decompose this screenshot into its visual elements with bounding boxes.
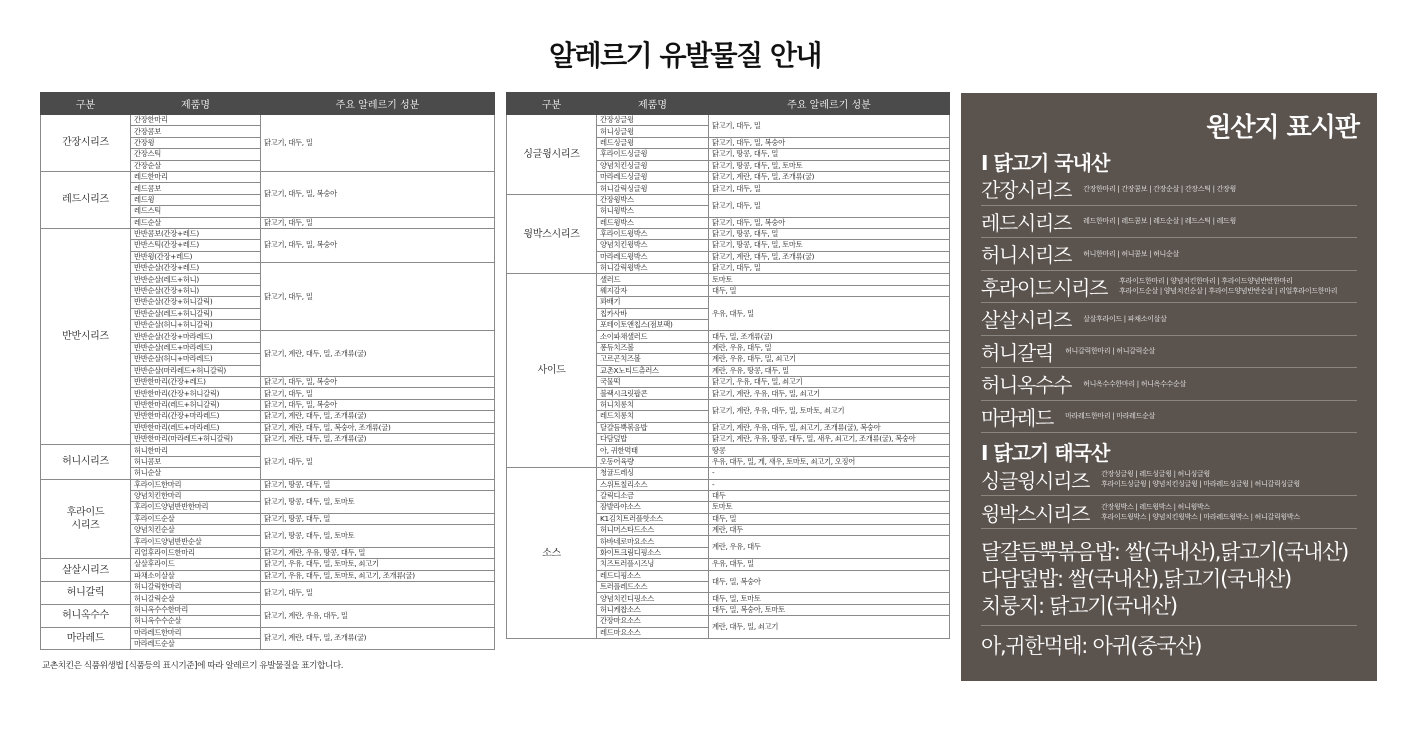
product-cell: 오동어육량: [597, 456, 709, 467]
origin-section-thailand: I 닭고기 태국산: [981, 441, 1110, 465]
allergen-cell: 닭고기, 계란, 우유, 대두, 밀: [261, 604, 495, 627]
allergen-cell: 닭고기, 대두, 밀, 복숭아: [709, 137, 950, 148]
allergen-table-right: [506, 92, 950, 639]
origin-series-items: [1083, 249, 1179, 259]
origin-last-line: 아,귀한먹태: 아귀(중국산): [981, 634, 1202, 658]
product-cell: 꽈배기: [597, 297, 709, 308]
product-cell: 반반순살(마라레드+허니갈릭): [131, 365, 261, 376]
allergen-cell: 닭고기, 대두, 밀, 복숭아: [261, 376, 495, 387]
allergen-cell: -: [709, 468, 950, 479]
origin-series-items: [1083, 314, 1166, 324]
product-cell: 허니윙박스: [597, 206, 709, 217]
table-row: [41, 228, 495, 239]
header-category: 구분: [507, 93, 597, 115]
product-cell: 레드디핑소스: [597, 570, 709, 581]
allergen-cell: 닭고기, 대두, 밀: [261, 217, 495, 228]
allergen-cell: 대두, 밀, 복숭아: [709, 570, 950, 593]
table-row: [41, 627, 495, 638]
product-cell: 블랙시크릿팝콘: [597, 388, 709, 399]
product-cell: 양념치킨한마리: [131, 490, 261, 501]
allergen-cell: 대두: [709, 490, 950, 501]
origin-item-line: 간장한마리 | 간장콤보 | 간장순살 | 간장스틱 | 간장윙: [1083, 184, 1236, 193]
product-cell: 후라이드양념반반순살: [131, 536, 261, 547]
origin-series-name: 허니옥수수: [981, 373, 1072, 398]
origin-series-items: [1101, 502, 1300, 522]
product-cell: 양념치킨디핑소스: [597, 593, 709, 604]
allergen-cell: 대두, 밀, 조개류(굴): [709, 331, 950, 342]
allergen-cell: 계란, 우유, 대두: [709, 536, 950, 559]
category-cell: 싱글윙시리즈: [507, 115, 597, 195]
category-cell: 허니시리즈: [41, 445, 131, 479]
product-cell: 레드치롱치: [597, 411, 709, 422]
origin-line: 치룽지: 닭고기(국내산): [981, 593, 1357, 626]
origin-series-name: 살살시리즈: [981, 308, 1072, 333]
origin-row: [981, 238, 1357, 271]
allergen-cell: 닭고기, 대두, 밀, 복숭아: [261, 228, 495, 262]
allergen-cell: 닭고기, 계란, 대두, 밀, 조개류(굴): [709, 251, 950, 262]
allergen-cell: 닭고기, 땅콩, 대두, 밀: [261, 479, 495, 490]
product-cell: 교촌X노티드츄러스: [597, 365, 709, 376]
product-cell: 허니치롱치: [597, 399, 709, 410]
allergen-cell: 닭고기, 우유, 대두, 밀, 쇠고기: [709, 376, 950, 387]
header-product: 제품명: [131, 93, 261, 115]
category-cell: 살살시리즈: [41, 559, 131, 582]
product-cell: 반반한마리(레드+마라레드): [131, 422, 261, 433]
product-cell: 간장윙: [131, 137, 261, 148]
allergen-table-left: [40, 92, 495, 650]
product-cell: 허니옥수수한마리: [131, 604, 261, 615]
product-cell: 반반순살(레드+허니갈릭): [131, 308, 261, 319]
allergen-cell: 닭고기, 대두, 밀: [261, 263, 495, 331]
origin-item-line: 간장싱글윙 | 레드싱글윙 | 허니싱글윙: [1101, 470, 1210, 478]
product-cell: 간장스틱: [131, 149, 261, 160]
product-cell: 리얼후라이드한마리: [131, 547, 261, 558]
origin-item-line: 후라이드한마리 | 양념치킨한마리 | 후라이드양념반반한마리: [1119, 277, 1293, 286]
product-cell: 간장싱글윙: [597, 115, 709, 126]
allergen-cell: 닭고기, 대두, 밀: [261, 445, 495, 479]
allergen-cell: 계란, 대두: [709, 525, 950, 536]
product-cell: 퐁듀치즈볼: [597, 342, 709, 353]
category-cell: 간장시리즈: [41, 115, 131, 172]
origin-series-items: [1083, 379, 1186, 389]
origin-row: [981, 368, 1357, 401]
product-cell: 반반순살(간장+레드): [131, 263, 261, 274]
origin-series-items: [1083, 184, 1236, 194]
allergen-cell: 닭고기, 계란, 우유, 대두, 밀, 토마토, 쇠고기: [709, 399, 950, 422]
allergen-cell: 닭고기, 대두, 밀, 복숭아: [709, 217, 950, 228]
product-cell: 허니옥수수순살: [131, 616, 261, 627]
table-row: [41, 479, 495, 490]
allergen-cell: 닭고기, 대두, 밀, 복숭아: [261, 171, 495, 217]
origin-row: [981, 336, 1357, 369]
allergen-cell: 우유, 대두, 밀: [709, 559, 950, 570]
product-cell: 스위트칠리소스: [597, 479, 709, 490]
category-cell: 소스: [507, 468, 597, 639]
table-row: [41, 559, 495, 570]
allergen-cell: 닭고기, 대두, 밀: [709, 115, 950, 138]
product-cell: 다담덮밥: [597, 433, 709, 444]
product-cell: 후라이드윙박스: [597, 228, 709, 239]
product-cell: 잠발라야소스: [597, 502, 709, 513]
product-cell: 레드스틱: [131, 206, 261, 217]
table-row: [507, 468, 950, 479]
category-cell: 허니갈릭: [41, 582, 131, 605]
allergen-cell: 계란, 우유, 땅콩, 대두, 밀: [709, 365, 950, 376]
product-cell: 청귤드레싱: [597, 468, 709, 479]
product-cell: 반반순살(허니+허니갈릭): [131, 320, 261, 331]
product-cell: 반반순살(간장+허니): [131, 285, 261, 296]
product-cell: 화이트크림디핑소스: [597, 547, 709, 558]
origin-row: [981, 463, 1357, 496]
product-cell: 허니한마리: [131, 445, 261, 456]
product-cell: 반반한마리(마라레드+허니갈릭): [131, 433, 261, 444]
product-cell: 하바네로마요소스: [597, 536, 709, 547]
origin-item-line: 후라이드싱글윙 | 양념치킨싱글윙 | 마라레드싱글윙 | 허니갈릭싱글윙: [1101, 480, 1300, 488]
origin-item-line: 허니한마리 | 허니콤보 | 허니순살: [1083, 249, 1179, 258]
product-cell: 반반순살(레드+허니): [131, 274, 261, 285]
product-cell: 허니케찹소스: [597, 604, 709, 615]
product-cell: 반반순살(허니+마라레드): [131, 354, 261, 365]
origin-series-items: [1119, 276, 1337, 296]
origin-series-name: 간장시리즈: [981, 178, 1072, 203]
page-title: 알레르기 유발물질 안내: [549, 39, 821, 72]
allergen-cell: 계란, 우유, 대두, 밀, 쇠고기: [709, 354, 950, 365]
product-cell: 살살후라이드: [131, 559, 261, 570]
allergen-cell: 닭고기, 우유, 대두, 밀, 토마토, 쇠고기, 조개류(굴): [261, 570, 495, 581]
product-cell: 허니갈릭한마리: [131, 582, 261, 593]
product-cell: 레드마요소스: [597, 627, 709, 638]
product-cell: 트러플레드소스: [597, 582, 709, 593]
product-cell: 간장윙박스: [597, 194, 709, 205]
origin-row: [981, 173, 1357, 206]
origin-series-name: 후라이드시리즈: [981, 275, 1108, 300]
product-cell: 양념치킨윙박스: [597, 240, 709, 251]
product-cell: 반반스틱(간장+레드): [131, 240, 261, 251]
allergen-cell: 닭고기, 대두, 밀: [709, 194, 950, 217]
allergen-cell: 닭고기, 땅콩, 대두, 밀, 토마토: [709, 240, 950, 251]
product-cell: 간장콤보: [131, 126, 261, 137]
origin-series-items: [1083, 216, 1236, 226]
origin-line: 다담덮밥: 쌀(국내산),닭고기(국내산): [981, 567, 1291, 591]
product-cell: 마라레드윙박스: [597, 251, 709, 262]
product-cell: 마라레드싱글윙: [597, 171, 709, 182]
product-cell: 포테이토앤칩스(점보팩): [597, 320, 709, 331]
product-cell: 반반윙(간장+레드): [131, 251, 261, 262]
product-cell: 간장순살: [131, 160, 261, 171]
origin-row: [981, 271, 1357, 304]
origin-title: 원산지 표시판: [1206, 113, 1359, 143]
origin-series-name: 허니갈릭: [981, 340, 1054, 365]
allergen-cell: 계란, 우유, 대두, 밀: [709, 342, 950, 353]
allergen-cell: 대두, 밀: [709, 513, 950, 524]
allergen-cell: 닭고기, 계란, 우유, 땅콩, 대두, 밀: [261, 547, 495, 558]
allergen-cell: 닭고기, 계란, 대두, 밀, 조개류(굴): [261, 433, 495, 444]
allergen-cell: 닭고기, 땅콩, 대두, 밀: [709, 228, 950, 239]
category-cell: 허니옥수수: [41, 604, 131, 627]
allergen-cell: 닭고기, 땅콩, 대두, 밀: [261, 513, 495, 524]
product-cell: 국물떡: [597, 376, 709, 387]
product-cell: 반반한마리(레드+허니갈릭): [131, 399, 261, 410]
allergen-cell: 우유, 대두, 밀, 게, 새우, 토마토, 쇠고기, 오징어: [709, 456, 950, 467]
product-cell: 파채소이살살: [131, 570, 261, 581]
product-cell: 웨지감자: [597, 285, 709, 296]
product-cell: 레드한마리: [131, 171, 261, 182]
origin-series-items: [1065, 411, 1155, 421]
allergen-cell: 닭고기, 계란, 우유, 땅콩, 대두, 밀, 새우, 쇠고기, 조개류(굴), 복숭아: [709, 433, 950, 444]
table-row: [507, 194, 950, 205]
origin-item-line: 레드한마리 | 레드콤보 | 레드순살 | 레드스틱 | 레드윙: [1083, 217, 1236, 226]
origin-series-name: 윙박스시리즈: [981, 501, 1090, 526]
product-cell: 허니콤보: [131, 456, 261, 467]
product-cell: 반반한마리(간장+레드): [131, 376, 261, 387]
product-cell: 허니순살: [131, 468, 261, 479]
origin-line: 달걀듬뿍볶음밥: 쌀(국내산),닭고기(국내산): [981, 540, 1348, 564]
category-cell: 마라레드: [41, 627, 131, 650]
product-cell: 레드윙박스: [597, 217, 709, 228]
product-cell: 간장한마리: [131, 115, 261, 126]
product-cell: 허니갈릭순살: [131, 593, 261, 604]
product-cell: 마라레드순살: [131, 638, 261, 649]
product-cell: 반반콤보(간장+레드): [131, 228, 261, 239]
product-cell: 반반순살(간장+마라레드): [131, 331, 261, 342]
product-cell: 칩카사바: [597, 308, 709, 319]
product-cell: 레드싱글윙: [597, 137, 709, 148]
product-cell: 아, 귀한먹태: [597, 445, 709, 456]
allergen-cell: 닭고기, 대두, 밀: [709, 183, 950, 194]
allergen-cell: 닭고기, 계란, 대두, 밀, 조개류(굴): [261, 627, 495, 650]
product-cell: 반반순살(간장+허니갈릭): [131, 297, 261, 308]
category-cell: 윙박스시리즈: [507, 194, 597, 274]
allergen-cell: 계란, 대두, 밀, 쇠고기: [709, 616, 950, 639]
product-cell: 후라이드순살: [131, 513, 261, 524]
origin-row: [981, 206, 1357, 239]
allergen-cell: 닭고기, 우유, 대두, 밀, 토마토, 쇠고기: [261, 559, 495, 570]
product-cell: 허니갈릭싱글윙: [597, 183, 709, 194]
category-cell: 레드시리즈: [41, 171, 131, 228]
origin-board: [961, 93, 1377, 681]
allergen-cell: 우유, 대두, 밀: [709, 297, 950, 331]
allergen-cell: 닭고기, 대두, 밀: [261, 115, 495, 172]
product-cell: 후라이드싱글윙: [597, 149, 709, 160]
allergen-cell: 닭고기, 대두, 밀: [261, 388, 495, 399]
product-cell: 고르곤치즈볼: [597, 354, 709, 365]
product-cell: 레드윙: [131, 194, 261, 205]
allergen-cell: 닭고기, 대두, 밀: [261, 582, 495, 605]
allergen-cell: 닭고기, 땅콩, 대두, 밀: [709, 149, 950, 160]
origin-section-domestic: I 닭고기 국내산: [981, 151, 1110, 175]
category-cell: 사이드: [507, 274, 597, 468]
product-cell: 마라레드한마리: [131, 627, 261, 638]
origin-series-name: 허니시리즈: [981, 243, 1072, 268]
product-cell: 소이파채샐러드: [597, 331, 709, 342]
header-category: 구분: [41, 93, 131, 115]
product-cell: 허니싱글윙: [597, 126, 709, 137]
product-cell: 양념치킨순살: [131, 525, 261, 536]
product-cell: 레드순살: [131, 217, 261, 228]
product-cell: 반반순살(레드+마라레드): [131, 342, 261, 353]
product-cell: 허니갈릭윙박스: [597, 263, 709, 274]
origin-item-line: 마라레드한마리 | 마라레드순살: [1065, 412, 1156, 421]
origin-item-line: 살살후라이드 | 파채소이살살: [1083, 314, 1167, 323]
origin-item-line: 허니옥수수한마리 | 허니옥수수순살: [1083, 379, 1186, 388]
product-cell: 허니머스타드소스: [597, 525, 709, 536]
product-cell: 갈릭디소금: [597, 490, 709, 501]
allergen-cell: -: [709, 479, 950, 490]
table-row: [507, 115, 950, 126]
origin-item-line: 허니갈릭한마리 | 허니갈릭순살: [1065, 347, 1156, 356]
product-cell: K1김치트러플핫소스: [597, 513, 709, 524]
product-cell: 반반한마리(간장+허니갈릭): [131, 388, 261, 399]
header-product: 제품명: [597, 93, 709, 115]
table-row: [507, 274, 950, 285]
allergen-cell: 닭고기, 계란, 대두, 밀, 복숭아, 조개류(굴): [261, 422, 495, 433]
allergen-cell: 대두, 밀, 토마토: [709, 593, 950, 604]
origin-row: [981, 496, 1357, 529]
product-cell: 간장마요소스: [597, 616, 709, 627]
product-cell: 치즈트러플시즈닝: [597, 559, 709, 570]
allergen-cell: 대두, 밀: [709, 285, 950, 296]
allergen-cell: 닭고기, 계란, 대두, 밀, 조개류(굴): [261, 411, 495, 422]
allergen-cell: 닭고기, 대두, 밀, 복숭아: [261, 399, 495, 410]
allergen-cell: 닭고기, 땅콩, 대두, 밀, 토마토: [709, 160, 950, 171]
table-row: [41, 171, 495, 182]
origin-item-line: 후라이드순살 | 양념치킨순살 | 후라이드양념반반순살 | 리얼후라이드한마리: [1119, 287, 1338, 296]
product-cell: 레드콤보: [131, 183, 261, 194]
allergen-cell: 닭고기, 계란, 우유, 대두, 밀, 쇠고기, 조개류(굴), 복숭아: [709, 422, 950, 433]
origin-row: [981, 303, 1357, 336]
header-allergen: 주요 알레르기 성분: [709, 93, 950, 115]
product-cell: 후라이드한마리: [131, 479, 261, 490]
table-row: [41, 445, 495, 456]
allergen-cell: 닭고기, 계란, 우유, 대두, 밀, 쇠고기: [709, 388, 950, 399]
allergen-cell: 닭고기, 땅콩, 대두, 밀, 토마토: [261, 525, 495, 548]
category-cell: 반반시리즈: [41, 228, 131, 444]
product-cell: 샐러드: [597, 274, 709, 285]
category-cell: 후라이드 시리즈: [41, 479, 131, 559]
footnote: 교촌치킨은 식품위생법 [식품등의 표시기준]에 따라 알레르기 유발물질을 표기합니다.: [42, 661, 344, 671]
origin-series-items: [1101, 469, 1300, 489]
allergen-cell: 토마토: [709, 502, 950, 513]
header-allergen: 주요 알레르기 성분: [261, 93, 495, 115]
product-cell: 양념치킨싱글윙: [597, 160, 709, 171]
allergen-cell: 닭고기, 계란, 대두, 밀, 조개류(굴): [261, 331, 495, 377]
product-cell: 반반한마리(간장+마라레드): [131, 411, 261, 422]
origin-series-name: 레드시리즈: [981, 210, 1072, 235]
origin-row: [981, 401, 1357, 434]
table-row: [41, 582, 495, 593]
allergen-cell: 닭고기, 땅콩, 대두, 밀, 토마토: [261, 490, 495, 513]
product-cell: 달걀듬뿍볶음밥: [597, 422, 709, 433]
origin-series-name: 마라레드: [981, 405, 1054, 430]
allergen-cell: 땅콩: [709, 445, 950, 456]
product-cell: 후라이드양념반반한마리: [131, 502, 261, 513]
allergen-cell: 토마토: [709, 274, 950, 285]
allergen-cell: 닭고기, 대두, 밀: [709, 263, 950, 274]
allergen-cell: 대두, 밀, 복숭아, 토마토: [709, 604, 950, 615]
table-row: [41, 604, 495, 615]
origin-item-line: 간장윙박스 | 레드윙박스 | 허니윙박스: [1101, 503, 1210, 511]
allergen-cell: 닭고기, 계란, 대두, 밀, 조개류(굴): [709, 171, 950, 182]
origin-series-items: [1065, 346, 1155, 356]
origin-series-name: 싱글윙시리즈: [981, 468, 1090, 493]
origin-item-line: 후라이드윙박스 | 양념치킨윙박스 | 마라레드윙박스 | 허니갈릭윙박스: [1101, 513, 1300, 521]
table-row: [41, 115, 495, 126]
